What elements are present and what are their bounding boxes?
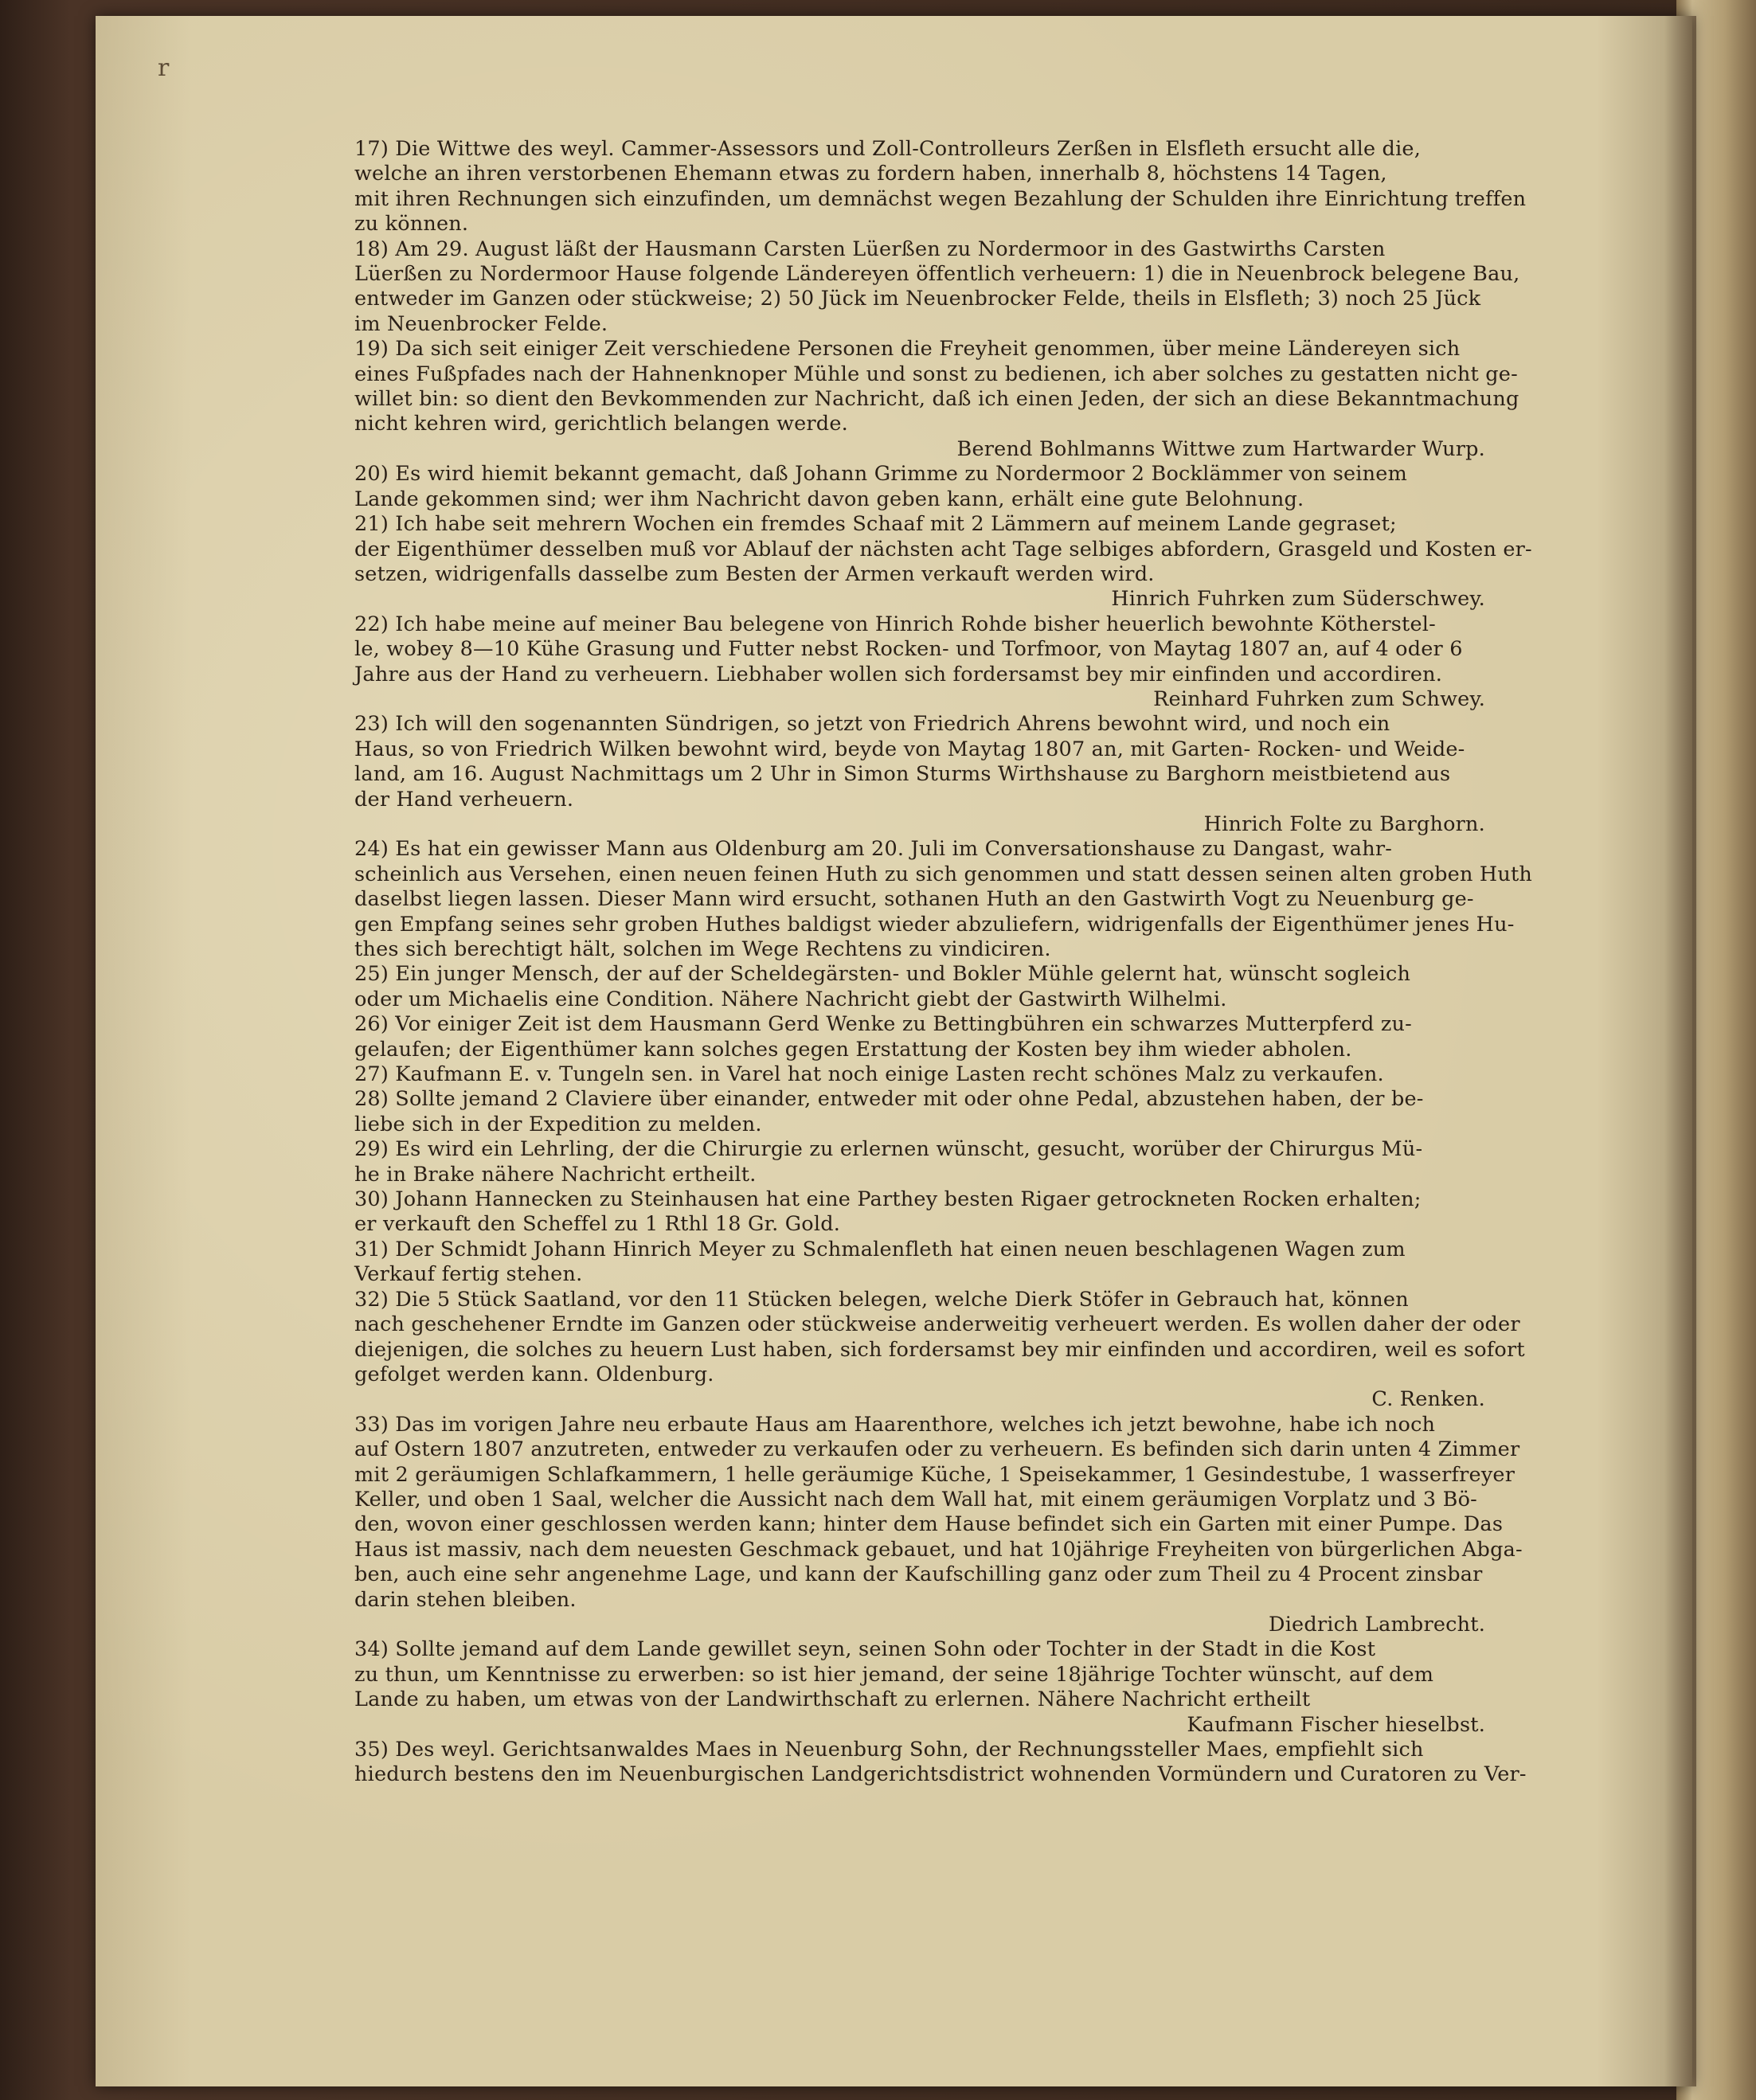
- ad-line: welche an ihren verstorbenen Ehemann etwas zu fordern haben, innerhalb 8, höchstens 14 Tagen,: [354, 162, 1387, 186]
- advertisement: [259, 137, 1629, 237]
- advertisement: [259, 1087, 1629, 1137]
- ad-line: zu können.: [354, 212, 469, 237]
- ad-line: ben, auch eine sehr angenehme Lage, und kann der Kaufschilling ganz oder zum Theil zu 4 Procent zinsbar: [354, 1562, 1483, 1587]
- ad-line: 32) Die 5 Stück Saatland, vor den 11 Stücken belegen, welche Dierk Stöfer in Gebrauch hat, können: [354, 1287, 1409, 1312]
- ad-line: nicht kehren wird, gerichtlich belangen werde.: [354, 412, 848, 436]
- ad-line: 24) Es hat ein gewisser Mann aus Oldenburg am 20. Juli im Conversationshause zu Dangast, wahr-: [354, 837, 1393, 862]
- advertisements-column: [259, 137, 1629, 1788]
- ad-line: Haus, so von Friedrich Wilken bewohnt wird, beyde von Maytag 1807 an, mit Garten- Rocken- und Weide-: [354, 737, 1465, 761]
- ad-signature: C. Renken.: [1371, 1387, 1485, 1412]
- ad-line: 22) Ich habe meine auf meiner Bau belegene von Hinrich Rohde bisher heuerlich bewohnte Kötherstel-: [354, 612, 1436, 636]
- advertisement: [259, 462, 1629, 512]
- ad-line: 28) Sollte jemand 2 Claviere über einander, entweder mit oder ohne Pedal, abzustehen haben, der be-: [354, 1087, 1424, 1112]
- ad-line: darin stehen bleiben.: [354, 1587, 577, 1612]
- ad-line: 26) Vor einiger Zeit ist dem Hausmann Gerd Wenke zu Bettingbühren ein schwarzes Mutterpferd zu-: [354, 1012, 1412, 1037]
- ad-line: Keller, und oben 1 Saal, welcher die Aussicht nach dem Wall hat, mit einem geräumigen Vorplatz und 3 Bö-: [354, 1487, 1477, 1511]
- ad-line: 33) Das im vorigen Jahre neu erbaute Haus am Haarenthore, welches ich jetzt bewohne, habe ich noch: [354, 1412, 1436, 1437]
- ad-line: 25) Ein junger Mensch, der auf der Scheldegärsten- und Bokler Mühle gelernt hat, wünscht sogleich: [354, 962, 1411, 987]
- ad-line: setzen, widrigenfalls dasselbe zum Besten der Armen verkauft werden wird.: [354, 561, 1155, 586]
- ad-line: 20) Es wird hiemit bekannt gemacht, daß Johann Grimme zu Nordermoor 2 Bocklämmer von seinem: [354, 462, 1407, 487]
- ad-line: im Neuenbrocker Felde.: [354, 311, 608, 336]
- ad-line: 29) Es wird ein Lehrling, der die Chirurgie zu erlernen wünscht, gesucht, worüber der Chirurgus Mü-: [354, 1137, 1423, 1162]
- ad-line: 23) Ich will den sogenannten Sündrigen, so jetzt von Friedrich Ahrens bewohnt wird, und noch ein: [354, 712, 1390, 737]
- ad-line: he in Brake nähere Nachricht ertheilt.: [354, 1162, 757, 1187]
- advertisement: [259, 962, 1629, 1012]
- ad-line: eines Fußpfades nach der Hahnenknoper Mühle und sonst zu bedienen, ich aber solches zu gestatten nicht ge-: [354, 362, 1518, 386]
- ad-line: thes sich berechtigt hält, solchen im Wege Rechtens zu vindiciren.: [354, 937, 1051, 961]
- ad-signature: Berend Bohlmanns Wittwe zum Hartwarder Wurp.: [956, 436, 1485, 461]
- advertisement: [259, 1637, 1629, 1738]
- ad-line: scheinlich aus Versehen, einen neuen feinen Huth zu sich genommen und statt dessen seinen alten groben Huth: [354, 862, 1533, 886]
- ad-line: 31) Der Schmidt Johann Hinrich Meyer zu Schmalenfleth hat einen neuen beschlagenen Wagen zum: [354, 1237, 1406, 1261]
- ad-line: auf Ostern 1807 anzutreten, entweder zu verkaufen oder zu verheuern. Es befinden sich darin unten 4 Zimmer: [354, 1437, 1520, 1462]
- ad-line: willet bin: so dient den Bevkommenden zur Nachricht, daß ich einen Jeden, der sich an diese Bekanntmachung: [354, 387, 1519, 412]
- ad-line: land, am 16. August Nachmittags um 2 Uhr in Simon Sturms Wirthshause zu Barghorn meistbietend aus: [354, 762, 1451, 787]
- advertisement: [259, 837, 1629, 962]
- ad-line: gelaufen; der Eigenthümer kann solches gegen Erstattung der Kosten bey ihm wieder abholen.: [354, 1037, 1352, 1062]
- ad-line: der Eigenthümer desselben muß vor Ablauf der nächsten acht Tage selbiges abfordern, Grasgeld und Kosten er-: [354, 537, 1532, 561]
- ad-line: diejenigen, die solches zu heuern Lust haben, sich fordersamst bey mir einfinden und accordiren, weil es sofort: [354, 1337, 1525, 1362]
- ad-line: daselbst liegen lassen. Dieser Mann wird ersucht, sothanen Huth an den Gastwirth Vogt zu Neuenburg ge-: [354, 887, 1474, 912]
- ad-line: mit ihren Rechnungen sich einzufinden, um demnächst wegen Bezahlung der Schulden ihre Einrichtung treffen: [354, 186, 1527, 211]
- ad-line: hiedurch bestens den im Neuenburgischen Landgerichtsdistrict wohnenden Vormündern und Curatoren zu Ver-: [354, 1762, 1527, 1787]
- advertisement: [259, 1187, 1629, 1238]
- ad-line: oder um Michaelis eine Condition. Nähere Nachricht giebt der Gastwirth Wilhelmi.: [354, 987, 1227, 1011]
- ad-line: 17) Die Wittwe des weyl. Cammer-Assessors und Zoll-Controlleurs Zerßen in Elsfleth ersucht alle die,: [354, 137, 1422, 161]
- ad-line: Jahre aus der Hand zu verheuern. Liebhaber wollen sich fordersamst bey mir einfinden und accordiren.: [354, 662, 1443, 686]
- ad-line: 34) Sollte jemand auf dem Lande gewillet seyn, seinen Sohn oder Tochter in der Stadt in die Kost: [354, 1637, 1376, 1662]
- advertisement: [259, 1238, 1629, 1288]
- ad-signature: Hinrich Folte zu Barghorn.: [1203, 811, 1485, 836]
- ad-line: 21) Ich habe seit mehrern Wochen ein fremdes Schaaf mit 2 Lämmern auf meinem Lande gegraset;: [354, 512, 1397, 537]
- ad-line: 18) Am 29. August läßt der Hausmann Carsten Lüerßen zu Nordermoor in des Gastwirths Carsten: [354, 237, 1386, 261]
- ad-line: 35) Des weyl. Gerichtsanwaldes Maes in Neuenburg Sohn, der Rechnungssteller Maes, empfiehlt sich: [354, 1738, 1424, 1762]
- ad-line: der Hand verheuern.: [354, 787, 574, 811]
- margin-mark: r: [158, 54, 170, 82]
- advertisement: [259, 237, 1629, 338]
- ad-line: den, wovon einer geschlossen werden kann; hinter dem Hause befindet sich ein Garten mit einer Pumpe. Das: [354, 1512, 1504, 1537]
- ad-line: Lande gekommen sind; wer ihm Nachricht davon geben kann, erhält eine gute Belohnung.: [354, 487, 1304, 511]
- advertisement: [259, 337, 1629, 462]
- advertisement: [259, 1012, 1629, 1062]
- ad-line: 19) Da sich seit einiger Zeit verschiedene Personen die Freyheit genommen, über meine Ländereyen sich: [354, 337, 1461, 362]
- ad-line: entweder im Ganzen oder stückweise; 2) 50 Jück im Neuenbrocker Felde, theils in Elsfleth; 3) noch 25 Jück: [354, 287, 1481, 311]
- ad-signature: Kaufmann Fischer hieselbst.: [1187, 1712, 1485, 1737]
- advertisement: [259, 712, 1629, 837]
- ad-line: Haus ist massiv, nach dem neuesten Geschmack gebauet, und hat 10jährige Freyheiten von bürgerlichen Abga-: [354, 1537, 1523, 1562]
- ad-line: 27) Kaufmann E. v. Tungeln sen. in Varel hat noch einige Lasten recht schönes Malz zu verkaufen.: [354, 1062, 1384, 1087]
- ad-line: gefolget werden kann. Oldenburg.: [354, 1362, 714, 1386]
- advertisement: [259, 612, 1629, 713]
- ad-line: gen Empfang seines sehr groben Huthes baldigst wieder abzuliefern, widrigenfalls der Eigenthümer jenes Hu-: [354, 912, 1515, 937]
- ad-line: mit 2 geräumigen Schlafkammern, 1 helle geräumige Küche, 1 Speisekammer, 1 Gesindestube, 1 wasserfreyer: [354, 1462, 1515, 1487]
- ad-signature: Reinhard Fuhrken zum Schwey.: [1153, 686, 1485, 711]
- ad-line: nach geschehener Erndte im Ganzen oder stückweise anderweitig verheuert werden. Es wollen daher der oder: [354, 1312, 1520, 1337]
- ad-line: liebe sich in der Expedition zu melden.: [354, 1112, 762, 1136]
- ad-line: Lüerßen zu Nordermoor Hause folgende Ländereyen öffentlich verheuern: 1) die in Neuenbrock belegene Bau,: [354, 262, 1520, 287]
- advertisement: [259, 1738, 1629, 1788]
- advertisement: [259, 512, 1629, 612]
- ad-signature: Hinrich Fuhrken zum Süderschwey.: [1111, 587, 1485, 612]
- ad-signature: Diedrich Lambrecht.: [1269, 1612, 1485, 1637]
- ad-line: er verkauft den Scheffel zu 1 Rthl 18 Gr. Gold.: [354, 1212, 841, 1237]
- advertisement: [259, 1413, 1629, 1638]
- advertisement: [259, 1137, 1629, 1187]
- page-gutter-shadow: [1664, 16, 1696, 2086]
- advertisement: [259, 1288, 1629, 1413]
- ad-line: zu thun, um Kenntnisse zu erwerben: so ist hier jemand, der seine 18jährige Tochter wünscht, auf dem: [354, 1662, 1434, 1687]
- ad-line: Lande zu haben, um etwas von der Landwirthschaft zu erlernen. Nähere Nachricht ertheilt: [354, 1687, 1311, 1712]
- ad-line: 30) Johann Hannecken zu Steinhausen hat eine Parthey besten Rigaer getrockneten Rocken erhalten;: [354, 1187, 1422, 1212]
- advertisement: [259, 1062, 1629, 1087]
- ad-line: Verkauf fertig stehen.: [354, 1262, 583, 1287]
- ad-line: le, wobey 8—10 Kühe Grasung und Futter nebst Rocken- und Torfmoor, von Maytag 1807 an, auf 4 oder 6: [354, 637, 1463, 662]
